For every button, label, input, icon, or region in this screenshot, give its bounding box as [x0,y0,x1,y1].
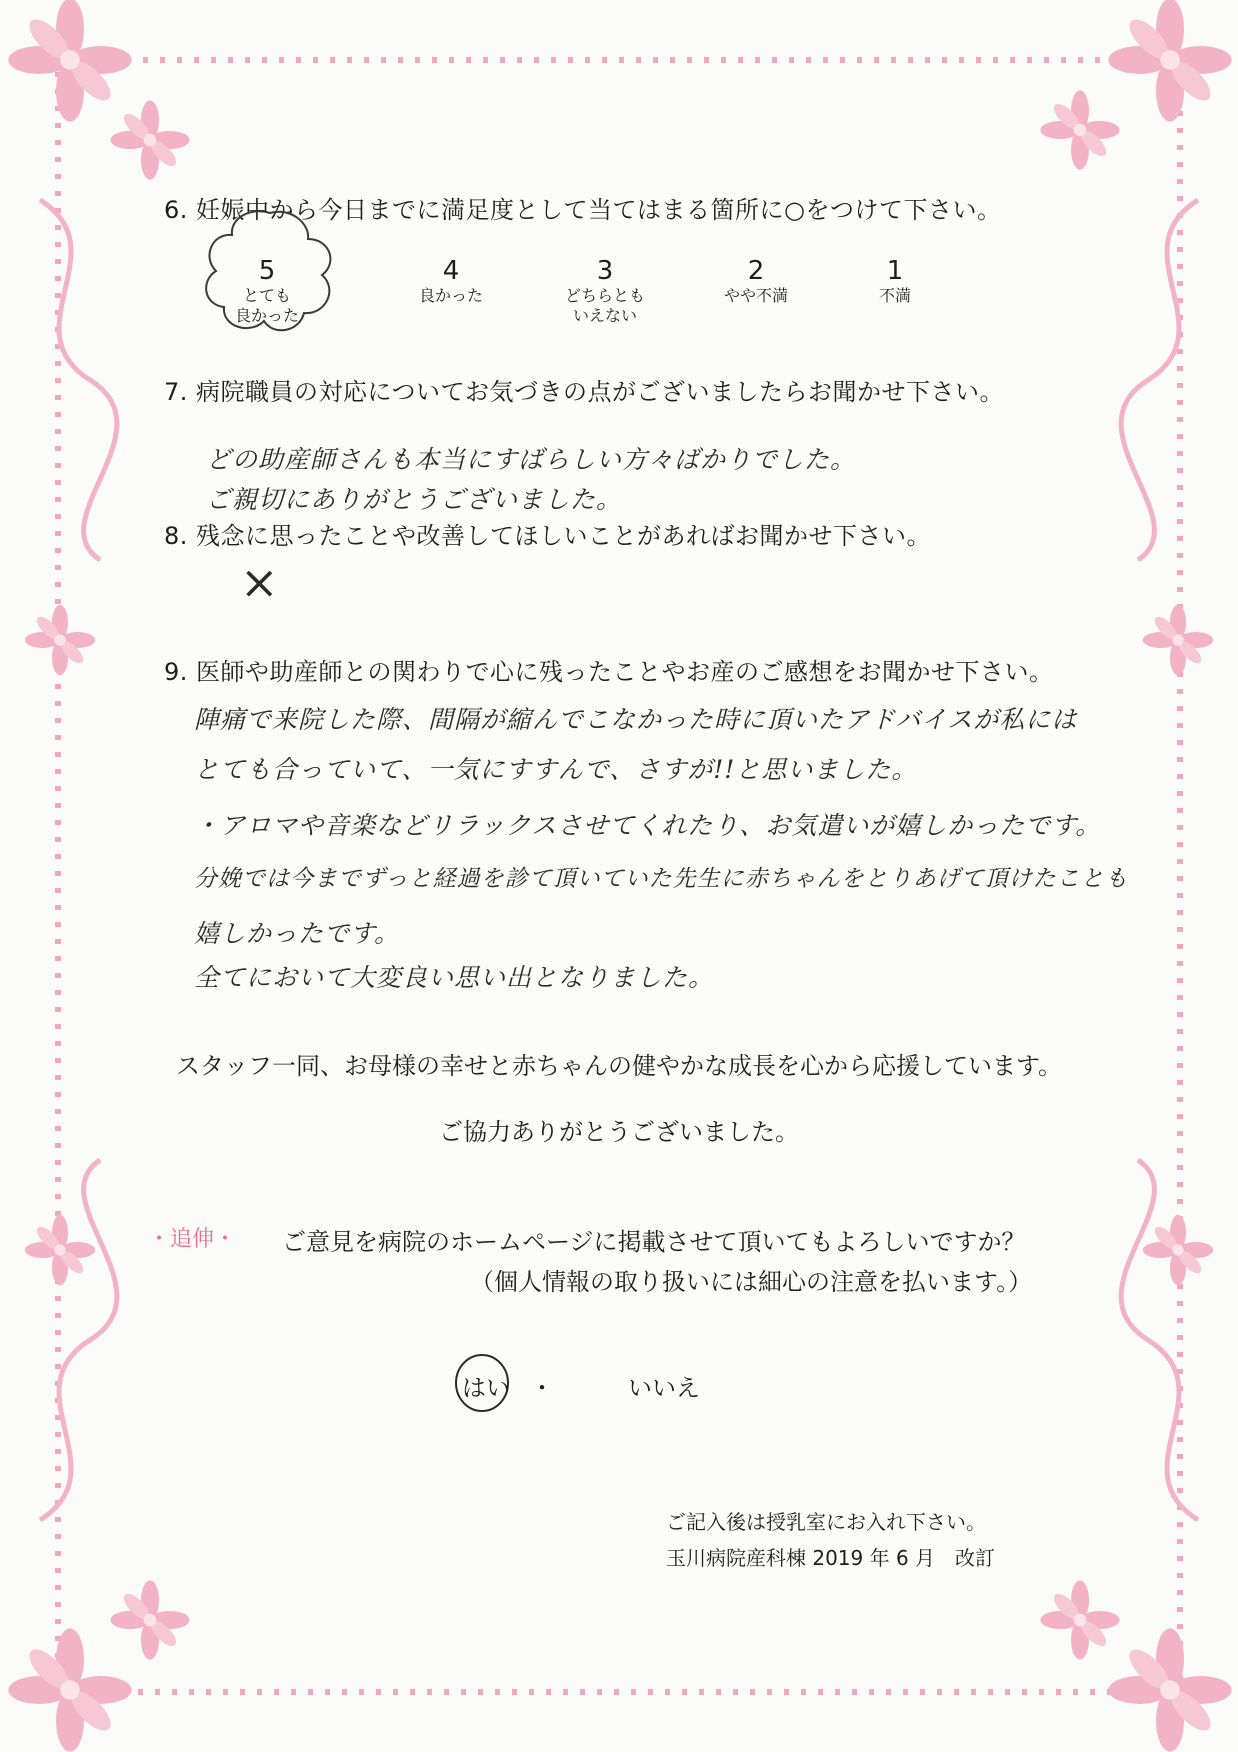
footer-revision: 玉川病院産科棟 2019 年 6 月 改訂 [666,1546,996,1570]
choice-yes[interactable]: はい [462,1374,510,1402]
flower-left-low [25,1215,95,1285]
closing-thanks: ご協力ありがとうございました。 [439,1118,799,1146]
flower-bottom-left [8,1628,131,1751]
choice-separator: ・ [530,1374,554,1402]
flower-bottom-right [1108,1628,1231,1751]
answer-9-line-2: とても合っていて、一気にすすんで、さすが!!と思いました。 [194,755,918,784]
answer-9-line-5: 嬉しかったです。 [194,919,401,948]
flower-top-right [1108,0,1231,122]
flower-top-left [8,0,131,122]
flower-bottom-left-2 [110,1580,189,1659]
question-8: 8. 残念に思ったことや改善してほしいことがあればお聞かせ下さい。 [164,522,932,550]
footer-instruction: ご記入後は授乳室にお入れ下さい。 [666,1510,986,1534]
flower-right-mid [1143,605,1213,675]
rating-3-label: どちらとも いえない [564,286,645,325]
rating-4-label: 良かった [418,286,483,305]
rating-2-label: やや不満 [723,286,788,305]
rating-1-number: 1 [886,256,904,286]
postscript-question: ご意見を病院のホームページに掲載させて頂いてもよろしいですか？ [282,1228,1026,1256]
flower-top-right-2 [1040,90,1119,169]
question-7: 7. 病院職員の対応についてお気づきの点がございましたらお聞かせ下さい。 [164,378,1005,406]
question-6: 6. 妊娠中から今日までに満足度として当てはまる箇所に○をつけて下さい。 [164,196,1002,224]
rating-3-number: 3 [596,256,614,286]
answer-9-line-6: 全てにおいて大変良い思い出となりました。 [194,963,715,992]
rating-3[interactable] [550,256,660,326]
answer-9-line-4: 分娩では今までずっと経過を診て頂いていた先生に赤ちゃんをとりあげて頂けたことも [194,866,1129,892]
rating-1-label: 不満 [878,286,911,305]
choice-no[interactable]: いいえ [628,1374,700,1402]
rating-5-number: 5 [258,256,276,286]
rating-4[interactable] [406,256,496,306]
flower-left-mid [25,605,95,675]
rating-5-label: とても 良かった [234,286,299,325]
answer-8-cross-mark: × [240,555,280,609]
swirl-left [40,200,117,560]
postscript-note: （個人情報の取り扱いには細心の注意を払います。） [470,1268,1033,1296]
rating-5[interactable] [222,256,312,326]
swirl-left-low [40,1160,117,1520]
question-9: 9. 医師や助産師との関わりで心に残ったことやお産のご感想をお聞かせ下さい。 [164,658,1054,686]
flower-right-low [1143,1215,1213,1285]
rating-2-number: 2 [747,256,765,286]
flower-top-left-2 [110,100,189,179]
answer-9-line-3: ・アロマや音楽などリラックスさせてくれたり、お気遣いが嬉しかったです。 [194,811,1102,840]
rating-2[interactable] [706,256,806,306]
closing-message: スタッフ一同、お母様の幸せと赤ちゃんの健やかな成長を心から応援しています。 [175,1052,1063,1080]
answer-7-line-2: ご親切にありがとうございました。 [206,485,623,514]
flower-bottom-right-2 [1040,1580,1119,1659]
answer-9-line-1: 陣痛で来院した際、間隔が縮んでこなかった時に頂いたアドバイスが私には [194,705,1078,734]
rating-4-number: 4 [442,256,460,286]
postscript-label: ・追伸・ [148,1227,237,1252]
answer-7-line-1: どの助産師さんも本当にすばらしい方々ばかりでした。 [206,445,857,474]
swirl-right [1121,200,1198,560]
swirl-right-low [1121,1160,1198,1520]
rating-1[interactable] [860,256,930,306]
